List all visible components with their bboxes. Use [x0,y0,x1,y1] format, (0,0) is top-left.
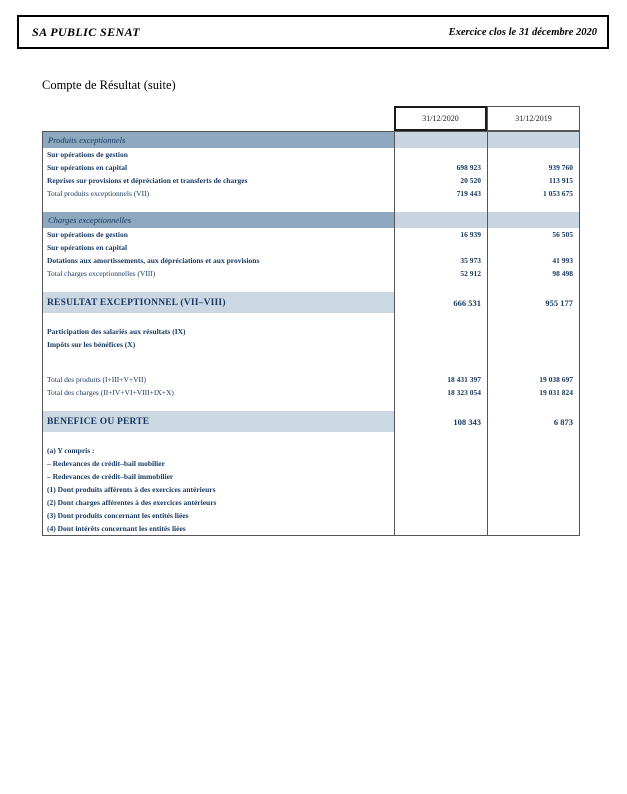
value-2020 [394,496,487,509]
value-2020 [394,338,487,351]
row-label: (a) Y compris : [42,444,394,457]
row-label: Total des charges (II+IV+VI+VIII+IX+X) [42,386,394,399]
value-2019: 113 915 [487,174,580,187]
row-label [42,432,394,444]
row-label: (1) Dont produits afférents à des exercices antérieurs [42,483,394,496]
value-2019 [487,313,580,325]
row-label: (3) Dont produits concernant les entités liées [42,509,394,522]
value-2020 [394,200,487,212]
page-title: Compte de Résultat (suite) [42,78,176,92]
table-row-spacer [42,432,580,444]
row-label: – Redevances de crédit–bail immobilier [42,470,394,483]
row-label [42,399,394,411]
table-row-note [42,457,580,470]
value-2020: 666 531 [394,292,487,313]
table-row-spacer [42,280,580,292]
value-2020 [394,509,487,522]
value-2020: 35 973 [394,254,487,267]
value-2019 [487,241,580,254]
row-label: Reprises sur provisions et dépréciation et transferts de charges [42,174,394,187]
row-label: BENEFICE OU PERTE [42,411,394,432]
value-2020 [394,351,487,373]
row-label [42,280,394,292]
row-label: Sur opérations de gestion [42,148,394,161]
value-2020 [394,483,487,496]
column-header-2019: 31/12/2019 [487,106,580,131]
value-2019 [487,132,580,148]
value-2020 [394,212,487,228]
value-2019 [487,470,580,483]
row-label [42,351,394,373]
value-2020: 18 431 397 [394,373,487,386]
value-2019 [487,444,580,457]
value-2020 [394,280,487,292]
value-2020: 108 343 [394,411,487,432]
table-row-item [42,174,580,187]
row-label: Produits exceptionnels [42,132,394,148]
value-2019 [487,457,580,470]
income-statement-table [42,106,580,536]
value-2020: 719 443 [394,187,487,200]
value-2019: 41 993 [487,254,580,267]
value-2019 [487,496,580,509]
table-row-result [42,292,580,313]
table-row-item [42,161,580,174]
row-label: Total produits exceptionnels (VII) [42,187,394,200]
table-row-spacer [42,399,580,411]
header-spacer [42,106,394,131]
value-2020: 20 520 [394,174,487,187]
value-2020 [394,432,487,444]
value-2020 [394,444,487,457]
table-row-total [42,267,580,280]
value-2020 [394,148,487,161]
value-2020 [394,522,487,535]
table-row-total [42,373,580,386]
value-2020 [394,325,487,338]
table-row-note [42,522,580,535]
value-2020: 52 912 [394,267,487,280]
table-row-result [42,411,580,432]
value-2019 [487,148,580,161]
row-label: Charges exceptionnelles [42,212,394,228]
value-2019: 6 873 [487,411,580,432]
row-label: Impôts sur les bénéfices (X) [42,338,394,351]
row-label: Sur opérations en capital [42,241,394,254]
table-row-spacer [42,313,580,325]
row-label: Sur opérations en capital [42,161,394,174]
value-2019: 98 498 [487,267,580,280]
value-2019 [487,212,580,228]
row-label: – Redevances de crédit–bail mobilier [42,457,394,470]
table-row-item [42,228,580,241]
table-row-section [42,132,580,148]
value-2020: 18 323 054 [394,386,487,399]
value-2020: 698 923 [394,161,487,174]
value-2019 [487,280,580,292]
value-2019 [487,483,580,496]
document-header [17,15,609,49]
value-2019: 19 038 697 [487,373,580,386]
row-label [42,200,394,212]
value-2020 [394,313,487,325]
table-row-item [42,241,580,254]
table-row-item [42,148,580,161]
table-row-note [42,509,580,522]
value-2019: 1 053 675 [487,187,580,200]
row-label: Sur opérations de gestion [42,228,394,241]
column-header-2020: 31/12/2020 [394,106,487,131]
row-label: Dotations aux amortissements, aux dépréciations et aux provisions [42,254,394,267]
value-2019 [487,338,580,351]
table-row-note [42,496,580,509]
value-2019 [487,325,580,338]
company-name: SA PUBLIC SENAT [32,24,141,39]
table-row-total [42,386,580,399]
value-2019 [487,351,580,373]
value-2019 [487,200,580,212]
value-2020: 16 939 [394,228,487,241]
row-label: Participation des salariés aux résultats (IX) [42,325,394,338]
value-2019: 56 505 [487,228,580,241]
table-header-row [42,106,580,131]
table-row-item [42,325,580,338]
table-row-note [42,470,580,483]
value-2020 [394,399,487,411]
value-2019 [487,399,580,411]
table-row-spacer [42,200,580,212]
row-label: (2) Dont charges afférentes à des exercices antérieurs [42,496,394,509]
fiscal-year-label: Exercice clos le 31 décembre 2020 [448,26,597,38]
table-body [42,131,580,536]
row-label: (4) Dont intérêts concernant les entités liées [42,522,394,535]
value-2019: 939 760 [487,161,580,174]
value-2020 [394,241,487,254]
value-2020 [394,470,487,483]
value-2020 [394,132,487,148]
row-label [42,313,394,325]
row-label: RESULTAT EXCEPTIONNEL (VII–VIII) [42,292,394,313]
row-label: Total des produits (I+III+V+VII) [42,373,394,386]
value-2019 [487,509,580,522]
value-2020 [394,457,487,470]
value-2019: 955 177 [487,292,580,313]
table-row-section [42,212,580,228]
table-row-item [42,338,580,351]
table-row-spacer2 [42,351,580,373]
table-row-note [42,483,580,496]
table-row-total [42,187,580,200]
value-2019 [487,522,580,535]
value-2019: 19 031 824 [487,386,580,399]
table-row-note [42,444,580,457]
table-row-item [42,254,580,267]
row-label: Total charges exceptionnelles (VIII) [42,267,394,280]
value-2019 [487,432,580,444]
